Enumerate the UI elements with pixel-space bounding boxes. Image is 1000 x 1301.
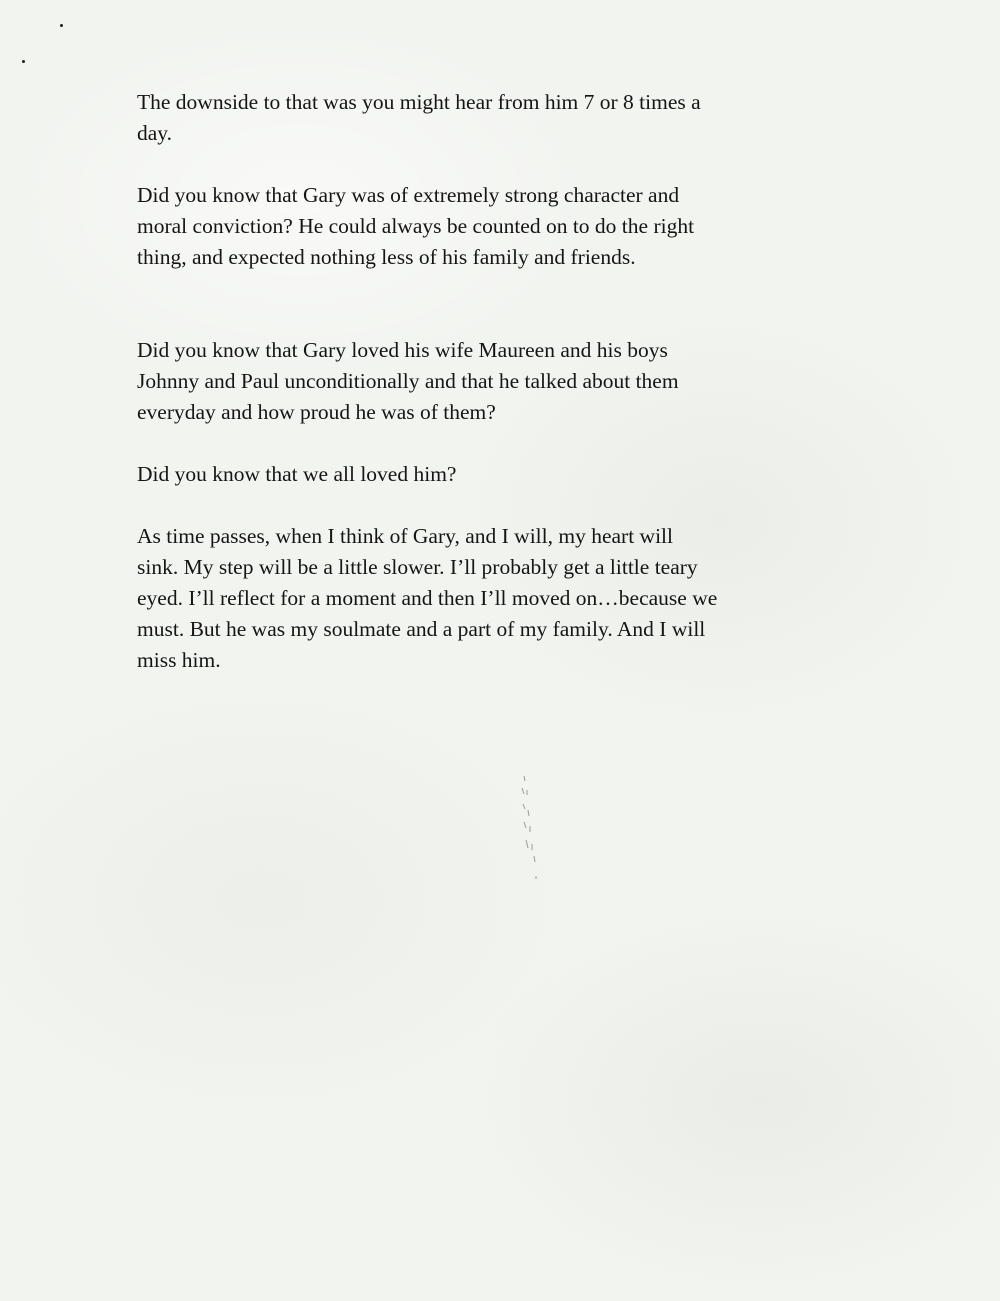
text-line: thing, and expected nothing less of his family and friends. [137,245,636,269]
text-line: Did you know that Gary was of extremely strong character and [137,183,680,207]
text-line: Did you know that Gary loved his wife Maureen and his boys [137,338,668,362]
ink-speck [60,24,63,27]
text-line: As time passes, when I think of Gary, and I will, my heart will [137,524,673,548]
letter-body [137,87,877,676]
text-line: sink. My step will be a little slower. I’ll probably get a little teary [137,555,698,579]
paragraph-gap [137,149,877,180]
paragraph-gap [137,273,877,335]
stray-pencil-marks [512,770,552,890]
text-line: miss him. [137,648,221,672]
paragraph-gap [137,490,877,521]
text-line: Did you know that we all loved him? [137,462,457,486]
text-line: eyed. I’ll reflect for a moment and then I’ll moved on…because we [137,586,718,610]
ink-speck [22,60,25,63]
text-line: must. But he was my soulmate and a part of my family. And I will [137,617,706,641]
paragraph-gap [137,428,877,459]
text-line: Johnny and Paul unconditionally and that he talked about them [137,369,679,393]
text-line: day. [137,121,173,145]
text-line: moral conviction? He could always be counted on to do the right [137,214,695,238]
text-line: everyday and how proud he was of them? [137,400,496,424]
text-line: The downside to that was you might hear from him 7 or 8 times a [137,90,701,114]
